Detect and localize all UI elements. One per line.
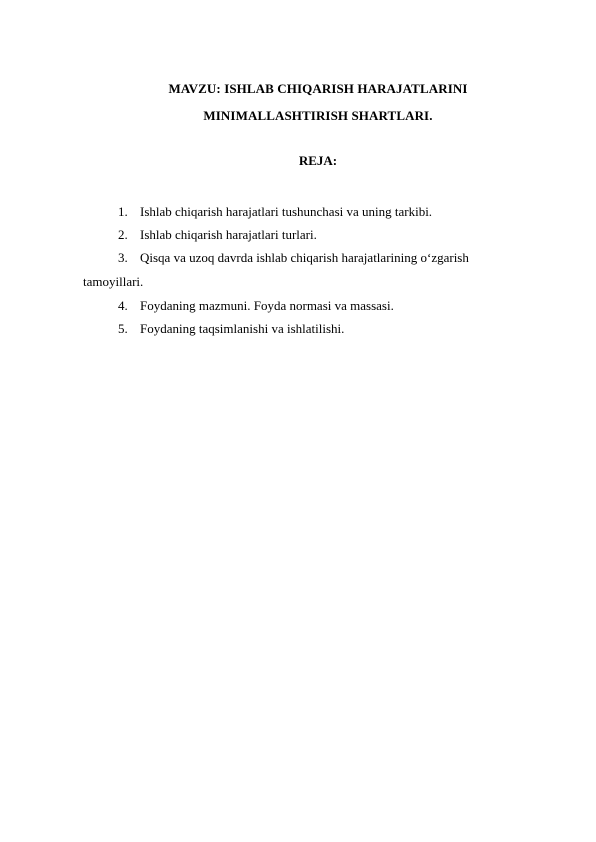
plan-item-text: Foydaning taqsimlanishi va ishlatilishi.: [140, 321, 345, 336]
document-title-line-1: MAVZU: ISHLAB CHIQARISH HARAJATLARINI: [168, 81, 468, 96]
plan-item-continuation: tamoyillari.: [83, 274, 144, 289]
plan-item-text: Qisqa va uzoq davrda ishlab chiqarish harajatlarining o‘zgarish: [140, 250, 469, 265]
plan-item-number: 4.: [118, 298, 128, 313]
plan-item-text: Ishlab chiqarish harajatlari tushunchasi va uning tarkibi.: [140, 204, 433, 219]
plan-item-number: 3.: [118, 250, 128, 265]
plan-heading: REJA:: [298, 153, 338, 168]
plan-item-text: Foydaning mazmuni. Foyda normasi va massasi.: [140, 298, 394, 313]
document-title-line-2: MINIMALLASHTIRISH SHARTLARI.: [203, 108, 433, 123]
plan-item-number: 2.: [118, 227, 128, 242]
plan-item-number: 1.: [118, 204, 128, 219]
plan-item-number: 5.: [118, 321, 128, 336]
plan-item-text: Ishlab chiqarish harajatlari turlari.: [140, 227, 317, 242]
